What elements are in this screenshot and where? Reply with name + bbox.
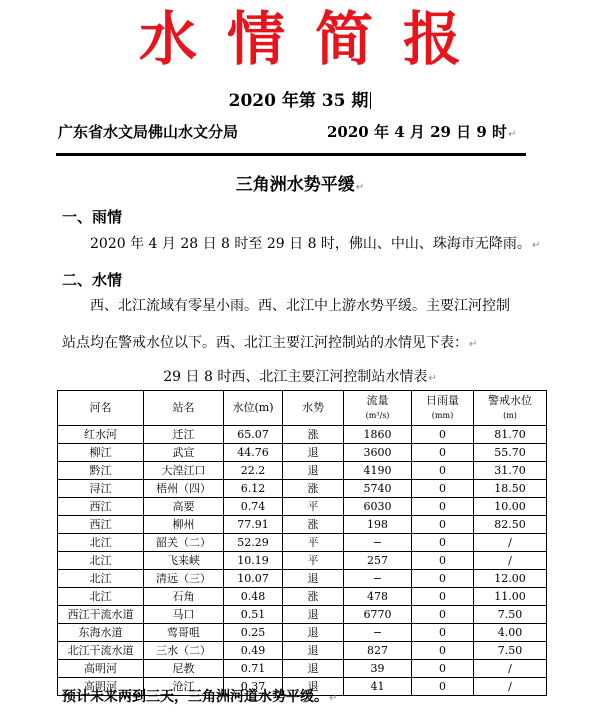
- cell-river: 东海水道: [58, 624, 144, 642]
- col-header-warn-label: 警戒水位: [488, 393, 532, 407]
- cell-warn: 12.00: [474, 570, 547, 588]
- cell-flow: 5740: [344, 480, 412, 498]
- col-header-flow-label: 流量: [366, 393, 389, 407]
- cell-rain: 0: [412, 552, 474, 570]
- water-table: [57, 390, 547, 696]
- cell-flow: 4190: [344, 462, 412, 480]
- table-row: [58, 624, 547, 642]
- col-header-warn: [474, 391, 547, 426]
- cell-flow: 827: [344, 642, 412, 660]
- col-header-warn-unit: (m): [503, 410, 517, 420]
- cell-level: 52.29: [224, 534, 283, 552]
- table-row: [58, 462, 547, 480]
- cell-station: 莺哥咀: [144, 624, 224, 642]
- cell-river: 柳江: [58, 444, 144, 462]
- cell-flow: 6770: [344, 606, 412, 624]
- cell-station: 三水（二）: [144, 642, 224, 660]
- cell-station: 沧江: [144, 678, 224, 696]
- header-divider: [56, 153, 526, 156]
- cell-flow: 478: [344, 588, 412, 606]
- cell-warn: 18.50: [474, 480, 547, 498]
- water-paragraph-line-2-text: 站点均在警戒水位以下。西、北江主要江河控制站的水情见下表：: [62, 335, 468, 351]
- bureau-name: 广东省水文局佛山水文分局: [58, 123, 239, 141]
- paragraph-mark-icon: ↵: [355, 182, 365, 193]
- col-header-station: 站名: [144, 391, 224, 426]
- paragraph-mark-icon: ↵: [428, 373, 437, 384]
- col-header-rain: [412, 391, 474, 426]
- col-header-level: 水位(m): [224, 391, 283, 426]
- text-cursor: [370, 92, 371, 109]
- issue-date-text: 2020 年 4 月 29 日 9 时: [327, 123, 508, 141]
- cell-level: 0.37: [224, 678, 283, 696]
- issue-number-text: 2020 年第 35 期: [228, 91, 369, 111]
- cell-trend: 平: [283, 534, 344, 552]
- cell-rain: 0: [412, 570, 474, 588]
- cell-station: 大湟江口: [144, 462, 224, 480]
- col-header-rain-unit: (mm): [431, 410, 454, 420]
- cell-level: 22.2: [224, 462, 283, 480]
- table-caption: [0, 364, 600, 392]
- cell-warn: 31.70: [474, 462, 547, 480]
- cell-river: 红水河: [58, 426, 144, 444]
- cell-station: 石角: [144, 588, 224, 606]
- cell-flow: 41: [344, 678, 412, 696]
- col-header-river: 河名: [58, 391, 144, 426]
- cell-flow: −: [344, 570, 412, 588]
- cell-warn: 55.70: [474, 444, 547, 462]
- cell-warn: /: [474, 552, 547, 570]
- cell-rain: 0: [412, 642, 474, 660]
- cell-level: 0.71: [224, 660, 283, 678]
- headline: [0, 170, 600, 195]
- table-row: [58, 498, 547, 516]
- cell-station: 马口: [144, 606, 224, 624]
- cell-rain: 0: [412, 444, 474, 462]
- cell-warn: 10.00: [474, 498, 547, 516]
- cell-level: 44.76: [224, 444, 283, 462]
- cell-station: 飞来峡: [144, 552, 224, 570]
- cell-level: 65.07: [224, 426, 283, 444]
- cell-station: 高要: [144, 498, 224, 516]
- cell-trend: 退: [283, 606, 344, 624]
- cell-level: 77.91: [224, 516, 283, 534]
- cell-flow: 6030: [344, 498, 412, 516]
- col-header-flow-unit: (m³/s): [365, 410, 390, 420]
- forecast-footer: [62, 686, 337, 706]
- table-row: [58, 534, 547, 552]
- cell-level: 10.07: [224, 570, 283, 588]
- cell-trend: 退: [283, 660, 344, 678]
- cell-trend: 平: [283, 552, 344, 570]
- cell-warn: /: [474, 534, 547, 552]
- water-paragraph-line-1: 西、北江流域有零星小雨。西、北江中上游水势平缓。主要江河控制: [90, 298, 510, 314]
- cell-river: 黔江: [58, 462, 144, 480]
- cell-river: 西江: [58, 498, 144, 516]
- cell-level: 0.48: [224, 588, 283, 606]
- table-caption-text: 29 日 8 时西、北江主要江河控制站水情表: [163, 369, 428, 385]
- cell-trend: 平: [283, 498, 344, 516]
- headline-text: 三角洲水势平缓: [235, 175, 355, 195]
- cell-river: 高明河: [58, 678, 144, 696]
- paragraph-mark-icon: ↵: [329, 693, 338, 704]
- rain-paragraph-text: 2020 年 4 月 28 日 8 时至 29 日 8 时，佛山、中山、珠海市无降雨。: [90, 236, 531, 252]
- col-header-trend: 水势: [283, 391, 344, 426]
- cell-station: 清远（三）: [144, 570, 224, 588]
- water-paragraph-line-2: [62, 330, 477, 358]
- section-title-rain: 一、雨情: [62, 208, 123, 226]
- col-header-rain-label: 日雨量: [426, 393, 459, 407]
- table-header-row: [58, 391, 547, 426]
- cell-flow: −: [344, 534, 412, 552]
- table-row: [58, 480, 547, 498]
- table-row: [58, 642, 547, 660]
- cell-warn: /: [474, 660, 547, 678]
- forecast-footer-text: 预计未来两到三天，三角洲河道水势平缓。: [62, 689, 328, 705]
- cell-warn: /: [474, 678, 547, 696]
- table-row: [58, 588, 547, 606]
- cell-river: 北江干流水道: [58, 642, 144, 660]
- cell-warn: 7.50: [474, 606, 547, 624]
- cell-warn: 4.00: [474, 624, 547, 642]
- issue-date: [327, 121, 516, 142]
- cell-rain: 0: [412, 534, 474, 552]
- table-row: [58, 426, 547, 444]
- cell-station: 尼教: [144, 660, 224, 678]
- table-row: [58, 570, 547, 588]
- cell-level: 0.25: [224, 624, 283, 642]
- cell-trend: 涨: [283, 516, 344, 534]
- table-row: [58, 516, 547, 534]
- cell-rain: 0: [412, 606, 474, 624]
- cell-river: 高明河: [58, 660, 144, 678]
- cell-trend: 退: [283, 570, 344, 588]
- cell-river: 浔江: [58, 480, 144, 498]
- col-header-flow: [344, 391, 412, 426]
- cell-trend: 退: [283, 624, 344, 642]
- cell-trend: 涨: [283, 588, 344, 606]
- cell-rain: 0: [412, 588, 474, 606]
- cell-river: 北江: [58, 552, 144, 570]
- rain-paragraph: [90, 231, 540, 259]
- cell-station: 柳州: [144, 516, 224, 534]
- cell-level: 6.12: [224, 480, 283, 498]
- cell-rain: 0: [412, 516, 474, 534]
- cell-flow: 1860: [344, 426, 412, 444]
- paragraph-mark-icon: ↵: [469, 339, 478, 350]
- cell-flow: 257: [344, 552, 412, 570]
- cell-trend: 退: [283, 444, 344, 462]
- cell-warn: 7.50: [474, 642, 547, 660]
- cell-flow: 3600: [344, 444, 412, 462]
- cell-flow: 39: [344, 660, 412, 678]
- section-title-water: 二、水情: [62, 271, 123, 289]
- masthead-title: 水情简报: [138, 5, 491, 73]
- table-row: [58, 552, 547, 570]
- cell-trend: 退: [283, 678, 344, 696]
- cell-rain: 0: [412, 624, 474, 642]
- cell-rain: 0: [412, 498, 474, 516]
- table-row: [58, 606, 547, 624]
- cell-station: 武宣: [144, 444, 224, 462]
- cell-river: 西江: [58, 516, 144, 534]
- cell-trend: 涨: [283, 480, 344, 498]
- cell-level: 0.49: [224, 642, 283, 660]
- paragraph-mark-icon: ↵: [508, 129, 517, 140]
- cell-rain: 0: [412, 426, 474, 444]
- cell-flow: −: [344, 624, 412, 642]
- cell-trend: 退: [283, 642, 344, 660]
- cell-warn: 81.70: [474, 426, 547, 444]
- cell-station: 韶关（二）: [144, 534, 224, 552]
- table-row: [58, 660, 547, 678]
- cell-trend: 退: [283, 462, 344, 480]
- table-row: [58, 444, 547, 462]
- paragraph-mark-icon: ↵: [531, 240, 541, 251]
- cell-trend: 涨: [283, 426, 344, 444]
- cell-river: 西江干流水道: [58, 606, 144, 624]
- cell-rain: 0: [412, 462, 474, 480]
- cell-river: 北江: [58, 570, 144, 588]
- issue-number: [0, 86, 600, 111]
- cell-station: 迁江: [144, 426, 224, 444]
- cell-rain: 0: [412, 480, 474, 498]
- table-body: [58, 426, 547, 696]
- cell-level: 0.51: [224, 606, 283, 624]
- cell-river: 北江: [58, 588, 144, 606]
- cell-warn: 11.00: [474, 588, 547, 606]
- cell-rain: 0: [412, 678, 474, 696]
- cell-river: 北江: [58, 534, 144, 552]
- cell-level: 10.19: [224, 552, 283, 570]
- cell-rain: 0: [412, 660, 474, 678]
- cell-flow: 198: [344, 516, 412, 534]
- cell-level: 0.74: [224, 498, 283, 516]
- cell-warn: 82.50: [474, 516, 547, 534]
- cell-station: 梧州（四）: [144, 480, 224, 498]
